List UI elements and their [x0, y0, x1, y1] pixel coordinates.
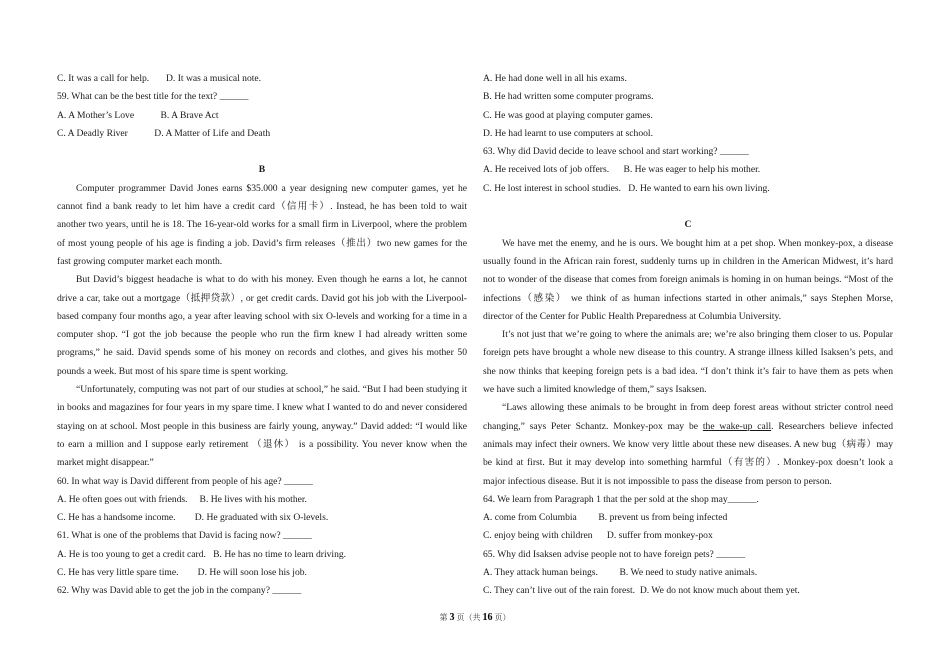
- question-line: 64. We learn from Paragraph 1 that the per sold at the shop may______.: [483, 493, 759, 505]
- answer-option-line: A. He is too young to get a credit card. B. He has no time to learn driving.: [57, 548, 347, 560]
- paragraph-line: infections（感染） we think of as human infections started in other animals,” says Stephen Morse,: [483, 292, 893, 304]
- paragraph-last-line: market might disappear.”: [57, 457, 154, 469]
- answer-option-line: A. A Mother’s Love B. A Brave Act: [57, 109, 219, 121]
- answer-option-line: C. enjoy being with children D. suffer from monkey-pox: [483, 530, 713, 542]
- paragraph-line: be kind at first. But it may develop into something harmful（有害的）. Monkey-pox doesn’t look a: [483, 457, 893, 469]
- answer-option-line: C. He has very little spare time. D. He will soon lose his job.: [57, 567, 307, 579]
- paragraph-line: cannot find a bank ready to let him have a credit card（信用卡）. Instead, he has been told to wait: [57, 201, 467, 213]
- total-pages: 16: [482, 612, 493, 623]
- paragraph-line: [483, 418, 893, 436]
- answer-option-line: C. It was a call for help. D. It was a musical note.: [57, 73, 262, 84]
- paragraph-line: another two years, until he is 18. The 16-year-old works for a small firm in Liverpool, where the problem: [57, 219, 467, 231]
- paragraph-line: “Laws allowing these animals to be brought in from deep forest areas without stricter control need: [502, 402, 893, 414]
- paragraph-last-line: pounds a week. But most of his spare time is spent working.: [57, 365, 289, 377]
- paragraph-line: foreign pets have brought a whole new disease to this country. A strange illness killed Isaksen’s pets, and: [483, 347, 893, 359]
- page-footer: [0, 612, 950, 623]
- paragraph-line: We have met the enemy, and he is ours. We bought him at a pet shop. When monkey-pox, a disease: [502, 237, 893, 249]
- right-column: [483, 70, 893, 601]
- paragraph-line: not to wonder of the disease that comes from foreign animals is homing in on human beings. “Most of the: [483, 274, 893, 286]
- section-heading: B: [258, 164, 266, 176]
- footer-prefix: 第: [439, 613, 450, 622]
- paragraph-last-line: we have such a limited knowledge of them,” says Isaksen.: [483, 384, 707, 396]
- paragraph-line: she now thinks that keeping foreign pets is a bad idea. “I don’t think it’s fair to have them as pets when: [483, 365, 893, 377]
- paragraph-line: based company four months ago, a year after leaving school with six O-levels and working for a time in a: [57, 310, 467, 322]
- answer-option-line: D. He had learnt to use computers at school.: [483, 127, 653, 139]
- paragraph-line: It’s not just that we’re going to where the animals are; we’re also bringing them closer to us. Popular: [502, 329, 893, 341]
- footer-suffix: 页）: [492, 613, 511, 622]
- current-page-number: 3: [449, 612, 455, 623]
- answer-option-line: A. They attack human beings. B. We need to study native animals.: [483, 567, 758, 579]
- answer-option-line: A. He had done well in all his exams.: [483, 73, 627, 84]
- paragraph-line: Computer programmer David Jones earns $35.000 a year designing new computer games, yet he: [76, 182, 467, 194]
- answer-option-line: C. He was good at playing computer games.: [483, 109, 653, 121]
- question-line: 63. Why did David decide to leave school and start working? ______: [483, 146, 749, 158]
- paragraph-last-line: major infectious disease. But it is not impossible to pass the disease from person to person.: [483, 475, 832, 487]
- paragraph-line: in books and magazines for four years in my spare time. I knew what I wanted to do and never considered: [57, 402, 467, 414]
- question-line: 62. Why was David able to get the job in the company? ______: [57, 585, 302, 597]
- paragraph-line: of most young people of his age is finding a job. David’s firm releases（推出）two new games for the: [57, 237, 467, 249]
- paragraph-line: programs,” he said. David spends some of his money on records and clothes, and gives his mother 50: [57, 347, 467, 359]
- answer-option-line: C. A Deadly River D. A Matter of Life and Death: [57, 127, 271, 139]
- answer-option-line: B. He had written some computer programs.: [483, 91, 654, 103]
- paragraph-last-line: director of the Center for Public Health Preparedness at Columbia University.: [483, 310, 782, 322]
- question-line: 60. In what way is David different from people of his age? ______: [57, 475, 313, 487]
- spacer: [483, 198, 893, 216]
- question-line: 65. Why did Isaksen advise people not to have foreign pets? ______: [483, 548, 745, 560]
- paragraph-line: But David’s biggest headache is what to do with his money. Even though he earns a lot, he cannot: [76, 274, 467, 286]
- paragraph-line: usually found in the African rain forest, suddenly turns up in children in the American Midwest, it’s hard: [483, 255, 893, 267]
- underlined-phrase: the wake-up call: [702, 420, 772, 432]
- line-text: changing,” says Peter Schantz. Monkey-pox may be: [483, 420, 703, 432]
- answer-option-line: C. He has a handsome income. D. He graduated with six O-levels.: [57, 512, 329, 524]
- answer-option-line: C. They can’t live out of the rain forest. D. We do not know much about them yet.: [483, 585, 800, 597]
- left-column: [57, 70, 467, 601]
- answer-option-line: C. He lost interest in school studies. D. He wanted to earn his own living.: [483, 182, 770, 194]
- answer-option-line: A. come from Columbia B. prevent us from being infected: [483, 512, 728, 524]
- answer-option-line: A. He often goes out with friends. B. He lives with his mother.: [57, 493, 307, 505]
- question-line: 59. What can be the best title for the text? ______: [57, 91, 249, 103]
- paragraph-line: “Unfortunately, computing was not part of our studies at school,” he said. “But I had been studying it: [76, 384, 467, 396]
- paragraph-line: computer shop. “I got the job because the people who run the firm knew I had already written some: [57, 329, 467, 341]
- section-heading: C: [684, 219, 692, 231]
- paragraph-line: drive a car, take out a mortgage（抵押贷款）, or get credit cards. David got his job with the Liverpool-: [57, 292, 467, 304]
- paragraph-line: animals may infect their owners. We know very little about these new diseases. A new bug（病毒）may: [483, 438, 893, 450]
- spacer: [57, 143, 467, 161]
- answer-option-line: A. He received lots of job offers. B. He was eager to help his mother.: [483, 164, 761, 176]
- paragraph-line: staying on at school. Most people in this business are fairly young, anyway.” David added: “I would like: [57, 420, 467, 432]
- paragraph-last-line: fast growing computer market each month.: [57, 255, 223, 267]
- question-line: 61. What is one of the problems that David is facing now? ______: [57, 530, 312, 542]
- line-text: . Researchers believe infected: [771, 420, 893, 432]
- paragraph-line: to earn a million and I suppose early retirement （退休） is a possibility. You never know when the: [57, 438, 467, 450]
- footer-middle: 页（共: [454, 613, 483, 622]
